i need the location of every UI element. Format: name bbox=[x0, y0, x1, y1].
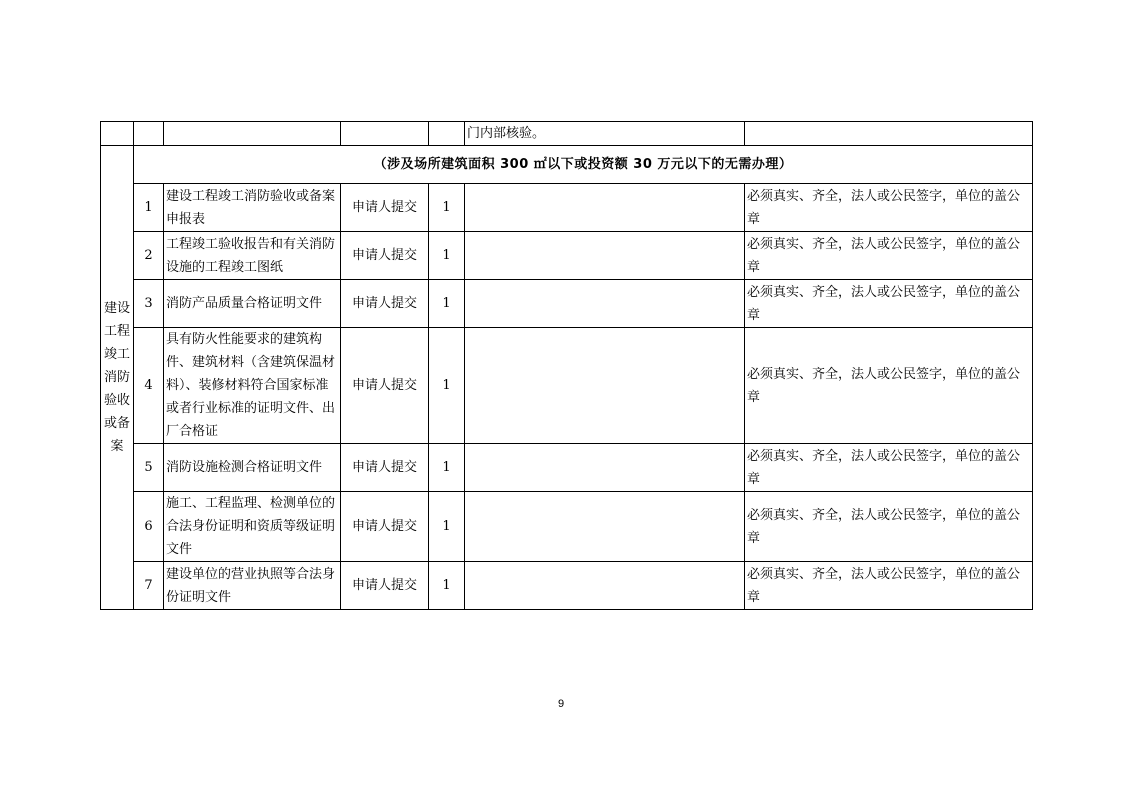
material-detail bbox=[465, 444, 745, 492]
material-requirement: 必须真实、齐全，法人或公民签字，单位的盖公章 bbox=[745, 232, 1033, 280]
material-detail bbox=[465, 492, 745, 562]
material-name: 具有防火性能要求的建筑构件、建筑材料（含建筑保温材料）、装修材料符合国家标准或者行业标准的证明文件、出厂合格证 bbox=[164, 328, 341, 444]
row-number: 3 bbox=[134, 280, 164, 328]
material-quantity: 1 bbox=[429, 444, 465, 492]
material-source: 申请人提交 bbox=[341, 492, 429, 562]
material-quantity: 1 bbox=[429, 328, 465, 444]
table-row bbox=[101, 562, 1033, 610]
row-number: 7 bbox=[134, 562, 164, 610]
row-number: 6 bbox=[134, 492, 164, 562]
material-name: 建设单位的营业执照等合法身份证明文件 bbox=[164, 562, 341, 610]
cont-cell-name bbox=[164, 122, 341, 146]
material-quantity: 1 bbox=[429, 232, 465, 280]
cont-cell-qty bbox=[429, 122, 465, 146]
material-detail bbox=[465, 280, 745, 328]
material-source: 申请人提交 bbox=[341, 280, 429, 328]
cont-cell-detail: 门内部核验。 bbox=[465, 122, 745, 146]
cont-cell-category bbox=[101, 122, 134, 146]
cont-cell-source bbox=[341, 122, 429, 146]
material-detail bbox=[465, 184, 745, 232]
material-detail bbox=[465, 328, 745, 444]
row-number: 5 bbox=[134, 444, 164, 492]
material-source: 申请人提交 bbox=[341, 184, 429, 232]
material-quantity: 1 bbox=[429, 562, 465, 610]
material-quantity: 1 bbox=[429, 184, 465, 232]
material-requirement: 必须真实、齐全，法人或公民签字，单位的盖公章 bbox=[745, 492, 1033, 562]
category-cell: 建设工程竣工消防验收或备案 bbox=[101, 146, 134, 610]
table-row bbox=[101, 232, 1033, 280]
material-source: 申请人提交 bbox=[341, 232, 429, 280]
page-number: 9 bbox=[557, 698, 565, 710]
material-requirement: 必须真实、齐全，法人或公民签字，单位的盖公章 bbox=[745, 562, 1033, 610]
table-row bbox=[101, 280, 1033, 328]
material-name: 消防产品质量合格证明文件 bbox=[164, 280, 341, 328]
material-source: 申请人提交 bbox=[341, 328, 429, 444]
table-row bbox=[101, 444, 1033, 492]
material-source: 申请人提交 bbox=[341, 444, 429, 492]
cont-cell-req bbox=[745, 122, 1033, 146]
table-row bbox=[101, 328, 1033, 444]
material-requirement: 必须真实、齐全，法人或公民签字，单位的盖公章 bbox=[745, 328, 1033, 444]
material-source: 申请人提交 bbox=[341, 562, 429, 610]
section-heading-row bbox=[101, 146, 1033, 184]
material-requirement: 必须真实、齐全，法人或公民签字，单位的盖公章 bbox=[745, 444, 1033, 492]
material-name: 消防设施检测合格证明文件 bbox=[164, 444, 341, 492]
material-quantity: 1 bbox=[429, 492, 465, 562]
materials-table bbox=[100, 121, 1033, 610]
continuation-row bbox=[101, 122, 1033, 146]
table-row bbox=[101, 184, 1033, 232]
row-number: 4 bbox=[134, 328, 164, 444]
section-heading: （涉及场所建筑面积 300 ㎡以下或投资额 30 万元以下的无需办理） bbox=[134, 146, 1033, 184]
material-name: 工程竣工验收报告和有关消防设施的工程竣工图纸 bbox=[164, 232, 341, 280]
material-requirement: 必须真实、齐全，法人或公民签字，单位的盖公章 bbox=[745, 280, 1033, 328]
cont-cell-no bbox=[134, 122, 164, 146]
material-detail bbox=[465, 232, 745, 280]
table-row bbox=[101, 492, 1033, 562]
material-name: 建设工程竣工消防验收或备案申报表 bbox=[164, 184, 341, 232]
material-detail bbox=[465, 562, 745, 610]
row-number: 2 bbox=[134, 232, 164, 280]
material-name: 施工、工程监理、检测单位的合法身份证明和资质等级证明文件 bbox=[164, 492, 341, 562]
material-requirement: 必须真实、齐全，法人或公民签字，单位的盖公章 bbox=[745, 184, 1033, 232]
material-quantity: 1 bbox=[429, 280, 465, 328]
row-number: 1 bbox=[134, 184, 164, 232]
